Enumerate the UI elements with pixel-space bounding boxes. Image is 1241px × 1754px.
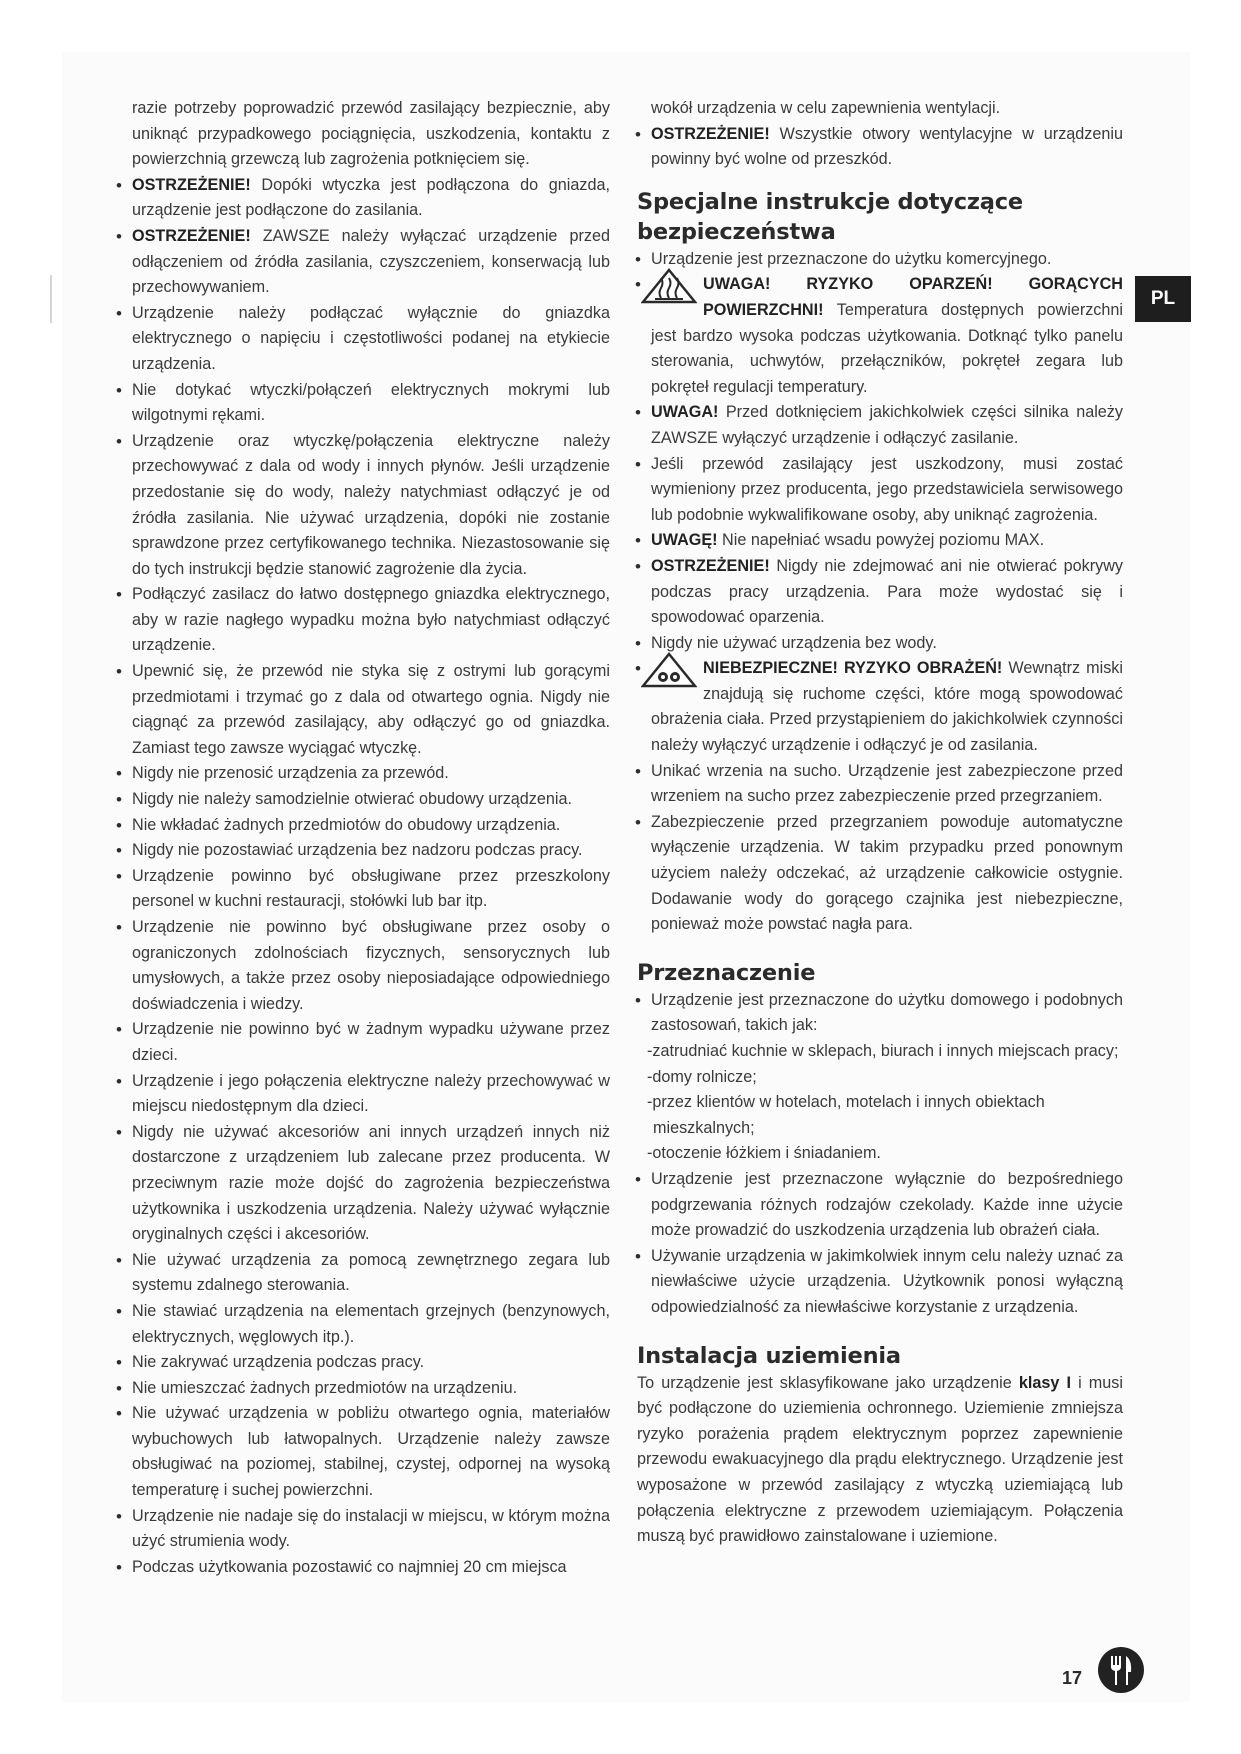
warning-keyword: OSTRZEŻENIE!: [651, 124, 770, 143]
list-item: [118, 1376, 610, 1402]
list-item: [118, 1017, 610, 1068]
list-item: • Nigdy nie używać urządzenia bez wody.: [637, 631, 1123, 657]
left-column: [118, 96, 610, 1580]
hot-surface-icon: [641, 268, 697, 304]
item-text: Urządzenie i jego połączenia elektryczne należy przechowywać w miejscu niedostępnym dla dzieci.: [132, 1071, 610, 1116]
dash-item: -domy rolnicze;: [647, 1067, 757, 1086]
special-safety-heading: Specjalne instrukcje dotyczące bezpieczeństwa: [637, 188, 1023, 245]
warning-text: Przed dotknięciem jakichkolwiek części silnika należy ZAWSZE wyłączyć urządzenie i odłączyć zasilanie.: [651, 403, 1123, 447]
item-text: Urządzenie nie powinno być obsługiwane przez osoby o ograniczonych zdolnościach fizycznych, sensorycznych lub umysłowych, a także przez osoby nieposiadające odpowiedniego doświadczenia i wiedzy.: [132, 918, 610, 1013]
list-item: [118, 1069, 610, 1120]
earthing-heading: Instalacja uziemienia: [637, 1342, 901, 1369]
dash-item: -przez klientów w hotelach, motelach i innych obiektach mieszkalnych;: [647, 1093, 1045, 1137]
item-text: Dopóki wtyczka jest podłączona do gniazda, urządzenie jest podłączone do zasilania.: [132, 175, 610, 220]
page-number: 17: [1062, 1668, 1083, 1688]
list-item: • Urządzenie jest przeznaczone do użytku komercyjnego.: [637, 247, 1123, 273]
item-text: Nigdy nie należy samodzielnie otwierać obudowy urządzenia.: [132, 790, 573, 809]
item-text: Nigdy nie pozostawiać urządzenia bez nadzoru podczas pracy.: [132, 841, 583, 860]
dash-item: -zatrudniać kuchnie w sklepach, biurach i innych miejscach pracy;: [647, 1042, 1119, 1060]
list-item: • Zabezpieczenie przed przegrzaniem powoduje automatyczne wyłączenie urządzenia. W takim przypadku przed ponownym użyciem należy odczekać, aż urządzenie całkowicie ostygnie. Dodawanie wody do gorącego czajnika jest niebezpieczne, ponieważ może powstać nagła para.: [637, 810, 1123, 938]
list-item: • Jeśli przewód zasilający jest uszkodzony, musi zostać wymieniony przez producenta, jego przedstawiciela serwisowego lub podobnie wykwalifikowane osoby, aby uniknąć zagrożenia.: [637, 452, 1123, 529]
continued-paragraph: wokół urządzenia w celu zapewnienia wentylacji.: [651, 99, 1001, 117]
item-text: Podłączyć zasilacz do łatwo dostępnego gniazdka elektrycznego, aby w razie nagłego wypadku można było natychmiast odłączyć urządzenie.: [132, 585, 610, 655]
warning-keyword: OSTRZEŻENIE!: [132, 226, 251, 245]
language-tab: PL: [1135, 276, 1191, 322]
hot-surface-warning: [637, 272, 1123, 400]
warning-keyword: OSTRZEŻENIE!: [651, 556, 770, 575]
warning-keyword: UWAGĘ!: [651, 531, 718, 550]
warning-text: Wewnątrz miski znajdują się ruchome części, które mogą spowodować obrażenia ciała. Przed przystąpieniem do jakichkolwiek czynności należy wyłączyć urządzenie i odłączyć je od zasilania.: [651, 659, 1123, 755]
item-text: Urządzenie oraz wtyczkę/połączenia elektryczne należy przechowywać z dala od wody i innych płynów. Jeśli urządzenie przedostanie się do wody, należy natychmiast odłączyć je od źródła zasilania. Nie używać urządzenia, dopóki nie zostanie sprawdzone przez certyfikowanego technika. Niezastosowanie się do tych instrukcji będzie stanowić zagrożenie dla życia.: [132, 431, 610, 578]
warning-keyword: OSTRZEŻENIE!: [132, 175, 251, 194]
list-item: • Używanie urządzenia w jakimkolwiek innym celu należy uznać za niewłaściwe użycie urządzenia. Użytkownik ponosi wyłączną odpowiedzialność za niewłaściwe korzystanie z urządzenia.: [637, 1244, 1123, 1321]
list-item: [118, 1504, 610, 1555]
list-item: [118, 1555, 610, 1581]
list-item: [118, 864, 610, 915]
item-text: Nie umieszczać żadnych przedmiotów na urządzeniu.: [132, 1378, 518, 1397]
right-column: [637, 96, 1123, 1550]
max-level-warning: [637, 528, 1123, 554]
earthing-text-before: To urządzenie jest sklasyfikowane jako urządzenie: [637, 1373, 1019, 1392]
lid-warning: [637, 554, 1123, 631]
list-item: • Unikać wrzenia na sucho. Urządzenie jest zabezpieczone przed wrzeniem na sucho przez zabezpieczenie przed przegrzaniem.: [637, 759, 1123, 810]
list-item: [118, 787, 610, 813]
list-item: [118, 659, 610, 761]
list-item: [118, 1401, 610, 1503]
item-text: Urządzenie powinno być obsługiwane przez przeszkolony personel w kuchni restauracji, stołówki lub bar itp.: [132, 866, 610, 911]
list-item: [118, 429, 610, 583]
item-text: Nie dotykać wtyczki/połączeń elektrycznych mokrymi lub wilgotnymi rękami.: [132, 380, 610, 425]
list-item: [118, 1299, 610, 1350]
warning-item: [118, 224, 610, 301]
list-item: [118, 813, 610, 839]
dash-item: -otoczenie łóżkiem i śniadaniem.: [647, 1144, 881, 1163]
warning-text: Nigdy nie zdejmować ani nie otwierać pokrywy podczas pracy urządzenia. Para może wydostać się i spowodować oparzenia.: [651, 556, 1123, 627]
earthing-paragraph: [637, 1371, 1123, 1550]
item-text: ZAWSZE należy wyłączać urządzenie przed odłączeniem od źródła zasilania, czyszczeniem, konserwacją lub przechowywaniem.: [132, 226, 610, 297]
item-text: Upewnić się, że przewód nie styka się z ostrymi lub gorącymi przedmiotami i trzymać go z dala od otwartego ognia. Nigdy nie ciągnąć za przewód zasilający, aby odłączyć go od gniazdka. Zamiast tego zawsze wyciągać wtyczkę.: [132, 662, 610, 757]
ventilation-warning: [637, 122, 1123, 173]
item-text: Nie wkładać żadnych przedmiotów do obudowy urządzenia.: [132, 815, 561, 834]
motor-warning: [637, 400, 1123, 451]
warning-text: Temperatura dostępnych powierzchni jest bardzo wysoka podczas użytkowania. Dotknąć tylko panelu sterowania, uchwytów, przełączników, pokręteł zegara lub pokręteł regulacji temperatury.: [651, 300, 1123, 396]
list-item: [118, 761, 610, 787]
item-text: Urządzenie nie nadaje się do instalacji w miejscu, w którym można użyć strumienia wody.: [132, 1506, 610, 1551]
earthing-text-after: i musi być podłączone do uziemienia ochronnego. Uziemienie zmniejsza ryzyko porażenia prądem elektrycznym poprzez zapewnienie przewodu ewakuacyjnego dla prądu elektrycznego. Urządzenie jest wyposażone w przewód zasilający z wtyczką uziemiającą lub połączenia elektryczne z przewodem uziemiającym. Połączenia muszą być prawidłowo zainstalowane i uziemione.: [637, 1373, 1123, 1546]
list-item: [118, 838, 610, 864]
warning-item: [118, 173, 610, 224]
item-text: Nie używać urządzenia za pomocą zewnętrznego zegara lub systemu zdalnego sterowania.: [132, 1250, 610, 1295]
list-item: [118, 582, 610, 659]
warning-keyword: UWAGA!: [651, 403, 719, 422]
list-item: [118, 915, 610, 1017]
warning-keyword: NIEBEZPIECZNE! RYZYKO OBRAŻEŃ!: [703, 659, 1003, 678]
item-text: Podczas użytkowania pozostawić co najmniej 20 cm miejsca: [132, 1557, 567, 1576]
moving-parts-icon: [641, 652, 697, 688]
list-item: [118, 1350, 610, 1376]
list-item: [118, 1248, 610, 1299]
item-text: Urządzenie nie powinno być w żadnym wypadku używane przez dzieci.: [132, 1020, 610, 1064]
class-keyword: klasy I: [1018, 1373, 1071, 1392]
item-text: Urządzenie należy podłączać wyłącznie do gniazdka elektrycznego o napięciu i częstotliwości podanej na etykiecie urządzenia.: [132, 303, 610, 373]
list-item: [118, 1120, 610, 1248]
item-text: Nie zakrywać urządzenia podczas pracy.: [132, 1353, 425, 1372]
cutlery-logo-icon: [1097, 1646, 1145, 1694]
continued-paragraph: razie potrzeby poprowadzić przewód zasilający bezpiecznie, aby uniknąć przypadkowego pociągnięcia, uszkodzenia, kontaktu z powierzchnią grzewczą lub zagrożenia potknięciem się.: [132, 99, 610, 169]
item-text: Nie używać urządzenia w pobliżu otwartego ognia, materiałów wybuchowych lub łatwopalnych. Urządzenie należy zawsze obsługiwać na poziomej, stabilnej, czystej, odpornej na wysoką temperaturę i suchej powierzchni.: [132, 1404, 610, 1500]
warning-text: Nie napełniać wsadu powyżej poziomu MAX.: [717, 531, 1045, 550]
list-item: [118, 378, 610, 429]
list-item: • Urządzenie jest przeznaczone do użytku domowego i podobnych zastosowań, takich jak:: [637, 988, 1123, 1039]
warning-keyword: UWAGA! RYZYKO OPARZEŃ! GORĄCYCH POWIERZCHNI!: [703, 275, 1123, 319]
moving-parts-warning: [637, 656, 1123, 758]
item-text: Nie stawiać urządzenia na elementach grzejnych (benzynowych, elektrycznych, węglowych itp.).: [132, 1301, 610, 1346]
item-text: Nigdy nie używać akcesoriów ani innych urządzeń innych niż dostarczone z urządzeniem lub zalecane przez producenta. W przeciwnym razie może dojść do zagrożenia bezpieczeństwa użytkownika i uszkodzenia urządzenia. Należy używać wyłącznie oryginalnych części i akcesoriów.: [132, 1122, 610, 1244]
list-item: [118, 301, 610, 378]
page-edge-mark: [50, 275, 52, 323]
safety-list: [118, 173, 610, 1581]
purpose-heading: Przeznaczenie: [637, 959, 816, 986]
list-item: • Urządzenie jest przeznaczone wyłącznie do bezpośredniego podgrzewania różnych rodzajów czekolady. Każde inne użycie może prowadzić do uszkodzenia urządzenia lub obrażeń ciała.: [637, 1167, 1123, 1244]
warning-text: Wszystkie otwory wentylacyjne w urządzeniu powinny być wolne od przeszkód.: [651, 124, 1123, 169]
item-text: Nigdy nie przenosić urządzenia za przewód.: [132, 764, 449, 783]
